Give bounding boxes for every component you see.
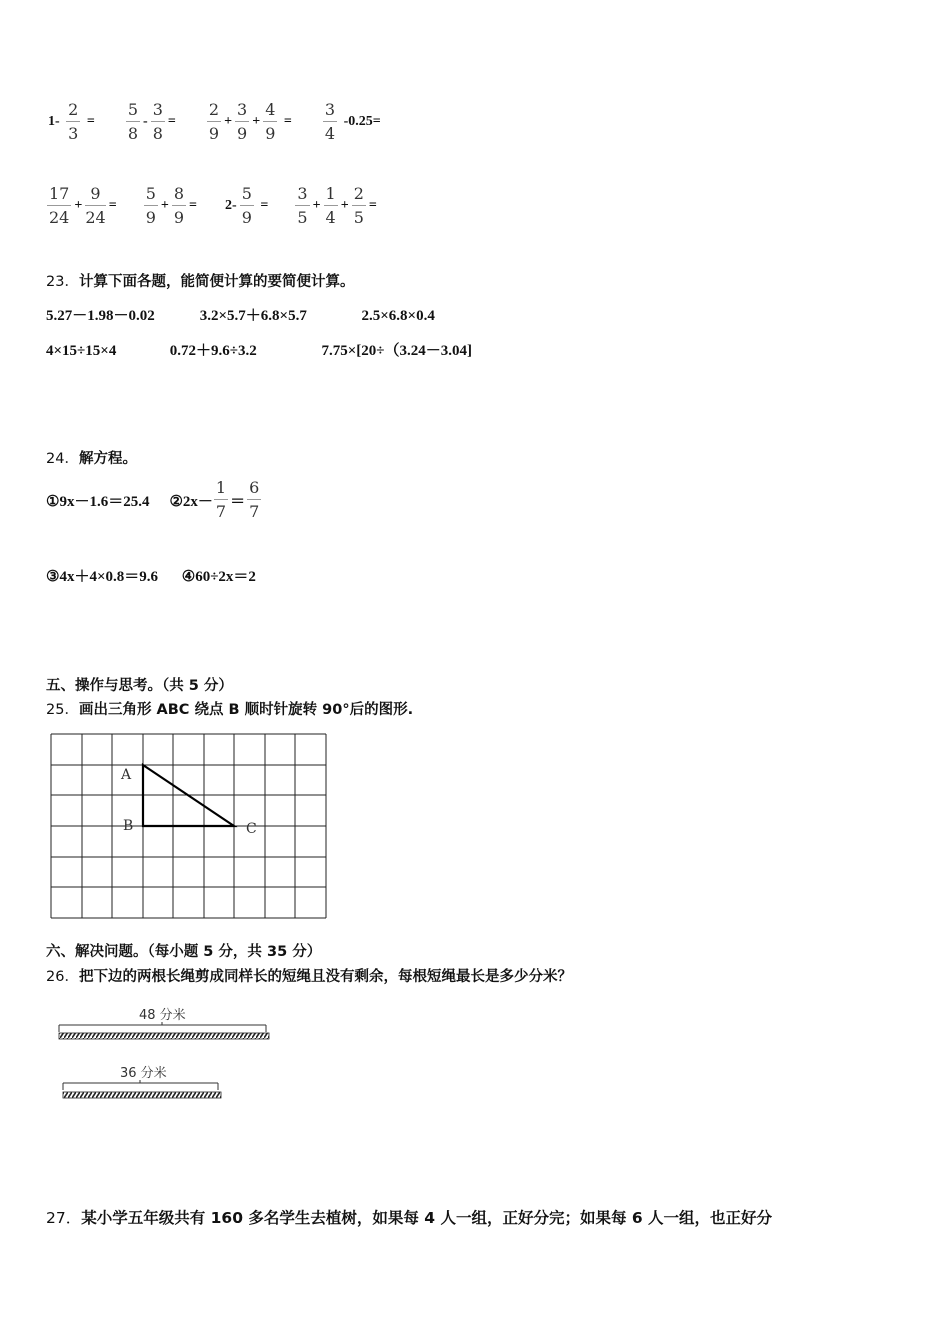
- operator-text: +: [252, 114, 261, 129]
- fraction: $\frac{8}{9}$: [173, 184, 185, 227]
- fraction: $\frac{3}{9}$: [237, 100, 248, 143]
- label-a: A: [121, 767, 132, 783]
- q23-expr: 4×15÷15×4: [46, 343, 117, 359]
- equation-2-fraction-2: $\frac{6}{7}$: [249, 478, 260, 521]
- fraction: $\frac{3}{8}$: [152, 100, 163, 143]
- q23-expr: 3.2×5.7＋6.8×5.7: [199, 308, 307, 324]
- fraction: $\frac{5}{9}$: [241, 184, 252, 227]
- operator-text: =: [108, 198, 117, 213]
- rope-1-dimension: [59, 1022, 266, 1032]
- fraction: $\frac{3}{4}$: [324, 100, 336, 143]
- operator-text: 2-: [225, 198, 237, 213]
- q27-number: 27．: [46, 1209, 82, 1227]
- equation-1: ①9x－1.6＝25.4: [46, 493, 150, 510]
- rope-2: [63, 1092, 221, 1098]
- equation-2-prefix: ②2x－: [169, 493, 213, 510]
- fraction: $\frac{2}{9}$: [208, 100, 220, 143]
- label-b: B: [123, 818, 134, 834]
- operator-text: +: [160, 198, 169, 213]
- q24-title: 解方程。: [78, 451, 137, 467]
- operator-text: +: [312, 198, 321, 213]
- fraction: $\frac{1}{4}$: [325, 184, 336, 227]
- fraction: $\frac{4}{9}$: [265, 100, 276, 143]
- q24-number: 24．: [46, 451, 79, 467]
- fraction: $\frac{17}{24}$: [49, 184, 70, 227]
- operator-text: -: [143, 114, 148, 129]
- q26-number: 26．: [46, 969, 79, 985]
- operator-text: +: [340, 198, 349, 213]
- q26-title: 把下边的两根长绳剪成同样长的短绳且没有剩余，每根短绳最长是多少分米？: [78, 969, 572, 985]
- operator-text: =: [368, 198, 377, 213]
- fraction: $\frac{2}{5}$: [353, 184, 364, 227]
- fraction: $\frac{3}{5}$: [297, 184, 308, 227]
- operator-text: +: [74, 198, 83, 213]
- operator-text: =: [256, 198, 269, 213]
- rope-1-label: 48 分米: [139, 1008, 186, 1023]
- q27-title: 某小学五年级共有 160 多名学生去植树，如果每 4 人一组，正好分完；如果每 6 人一组，也正好分: [81, 1209, 773, 1227]
- operator-text: =: [189, 198, 198, 213]
- fraction: $\frac{5}{8}$: [127, 100, 139, 143]
- rope-2-label: 36 分米: [120, 1066, 167, 1081]
- equation-3: ③4x＋4×0.8＝9.6: [46, 569, 158, 585]
- operator-text: -0.25=: [340, 114, 381, 129]
- operator-text: +: [224, 114, 233, 129]
- operator-text: 1-: [48, 114, 64, 129]
- fraction: $\frac{9}{24}$: [85, 184, 106, 227]
- rope-1: [59, 1033, 269, 1039]
- q25-number: 25．: [46, 702, 79, 718]
- section-6-heading: 六、解决问题。（每小题 5 分，共 35 分）: [46, 944, 322, 960]
- operator-text: =: [83, 114, 95, 129]
- q23-number: 23．: [46, 274, 79, 290]
- equation-2-equals: ＝: [230, 493, 246, 510]
- q27-text: [46, 1206, 772, 1228]
- q25-title: 画出三角形 ABC 绕点 B 顺时针旋转 90°后的图形.: [78, 702, 414, 718]
- section-5-heading: 五、操作与思考。（共 5 分）: [46, 678, 233, 694]
- q23-expr: 5.27－1.98－0.02: [46, 308, 155, 324]
- equation-2-fraction-1: $\frac{1}{7}$: [215, 478, 227, 521]
- q23-title: 计算下面各题，能简便计算的要简便计算。: [78, 274, 355, 290]
- operator-text: =: [280, 114, 292, 129]
- operator-text: =: [167, 114, 176, 129]
- q23-expr: 2.5×6.8×0.4: [361, 308, 435, 324]
- fraction: $\frac{5}{9}$: [145, 184, 156, 227]
- q23-expr: 7.75×[20÷（3.24－3.04]: [321, 343, 473, 359]
- label-c: C: [246, 821, 257, 837]
- rope-2-dimension: [63, 1080, 218, 1090]
- fraction: $\frac{2}{3}$: [68, 100, 79, 143]
- q23-expr: 0.72＋9.6÷3.2: [169, 343, 257, 359]
- equation-4: ④60÷2x＝2: [181, 569, 256, 585]
